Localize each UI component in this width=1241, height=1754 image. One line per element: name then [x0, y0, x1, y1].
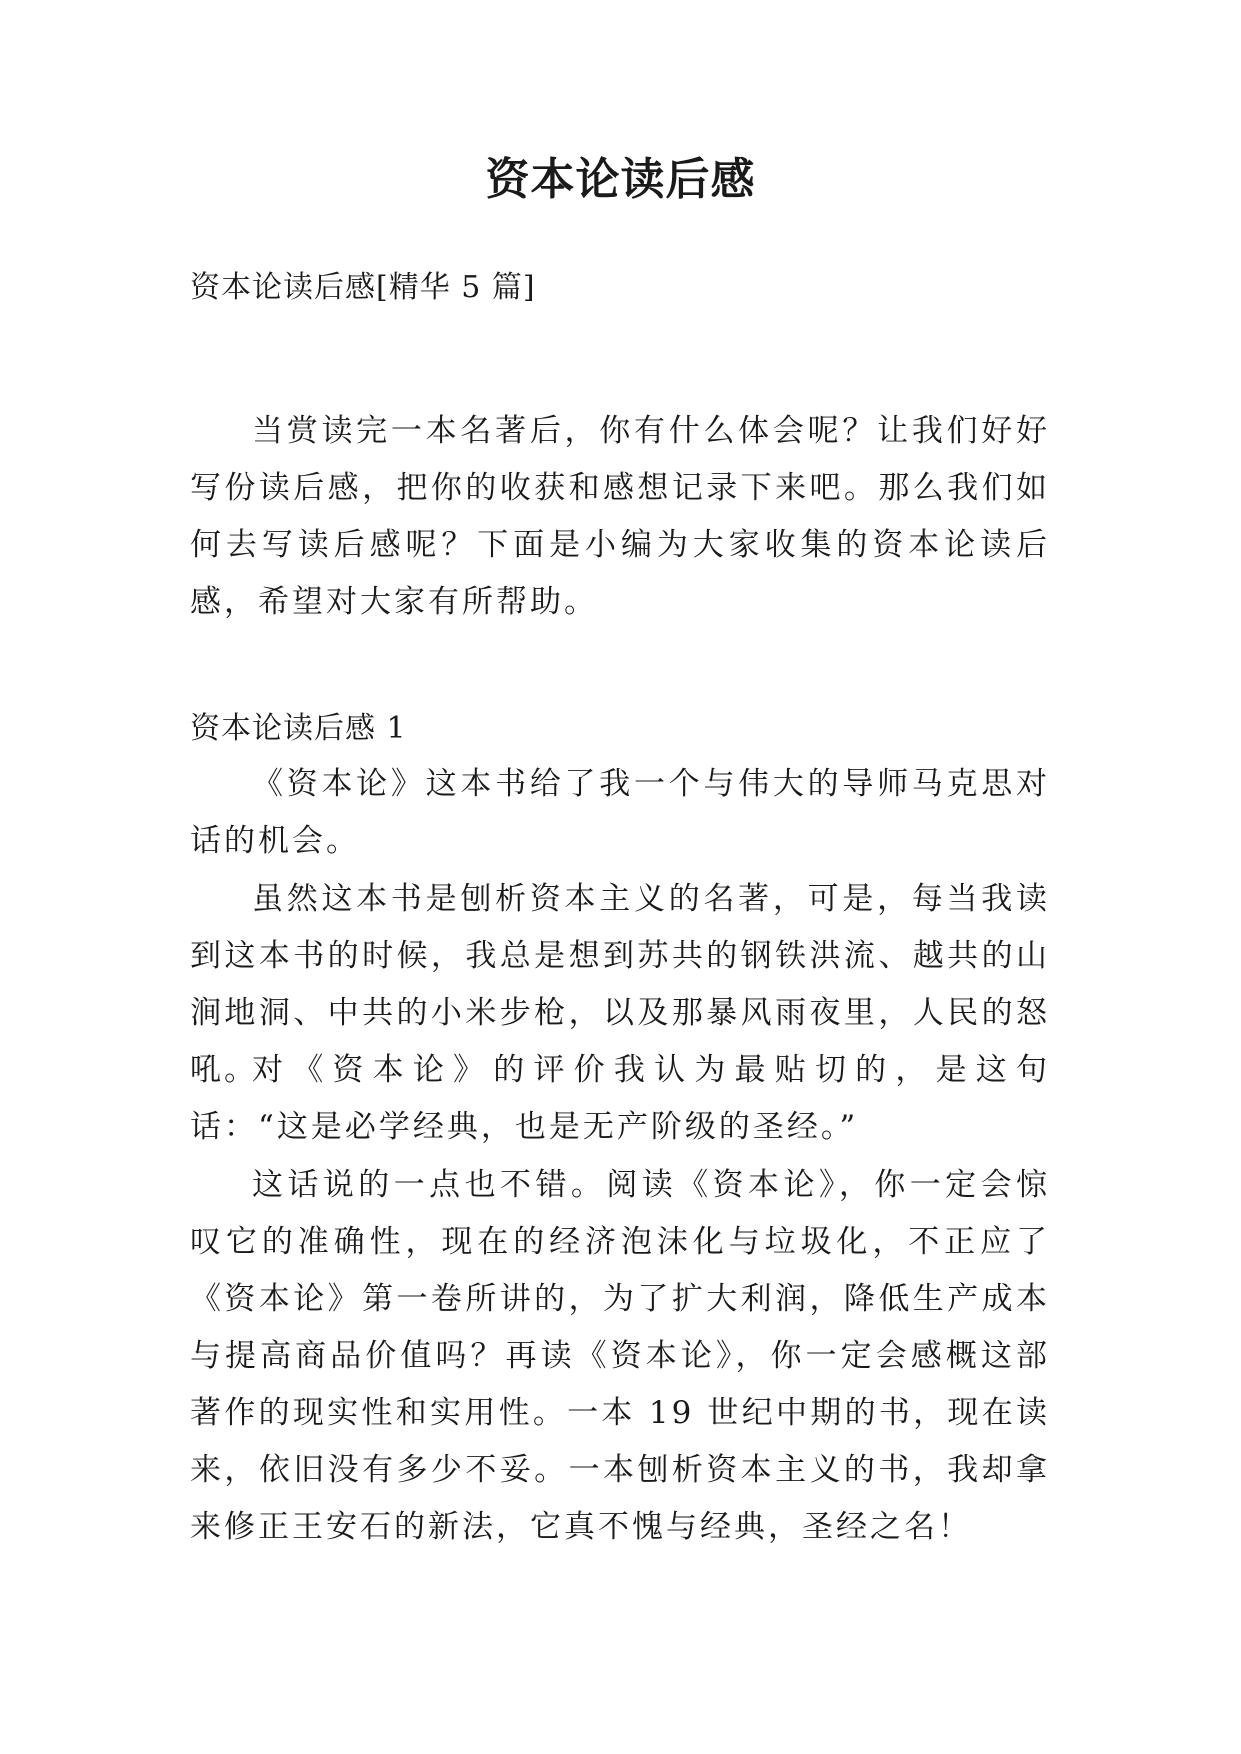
document-subtitle: 资本论读后感[精华 5 篇]: [190, 270, 536, 305]
body-paragraph: 虽然这本书是刨析资本主义的名著，可是，每当我读到这本书的时候，我总是想到苏共的钢铁洪流、越共的山涧地洞、中共的小米步枪，以及那暴风雨夜里，人民的怒吼。: [190, 881, 1050, 1088]
section-title: 资本论读后感 1: [190, 711, 407, 746]
intro-paragraph: 当赏读完一本名著后，你有什么体会呢？让我们好好写份读后感，把你的收获和感想记录下来吧。那么我们如何去写读后感呢？下面是小编为大家收集的资本论读后感，希望对大家有所帮助。: [190, 413, 1050, 620]
body-paragraph: 这话说的一点也不错。阅读《资本论》，你一定会惊叹它的准确性，现在的经济泡沫化与垃圾化，不正应了《资本论》第一卷所讲的，为了扩大利润，降低生产成本与提高商品价值吗？再读《资本论》，你一定会感概这部著作的现实性和实用性。一本 19 世纪中期的书，现在读来，依旧没有多少不妥。一本刨析资本主义的书，我却拿来修正王安石的新法，它真不愧与经典，圣经之名！: [190, 1167, 1050, 1545]
document-title: 资本论读后感: [485, 154, 756, 205]
body-paragraph: 对《资本论》的评价我认为最贴切的，是这句话：“这是必学经典，也是无产阶级的圣经。”: [190, 1052, 1050, 1145]
body-paragraph: 《资本论》这本书给了我一个与伟大的导师马克思对话的机会。: [190, 766, 1050, 859]
